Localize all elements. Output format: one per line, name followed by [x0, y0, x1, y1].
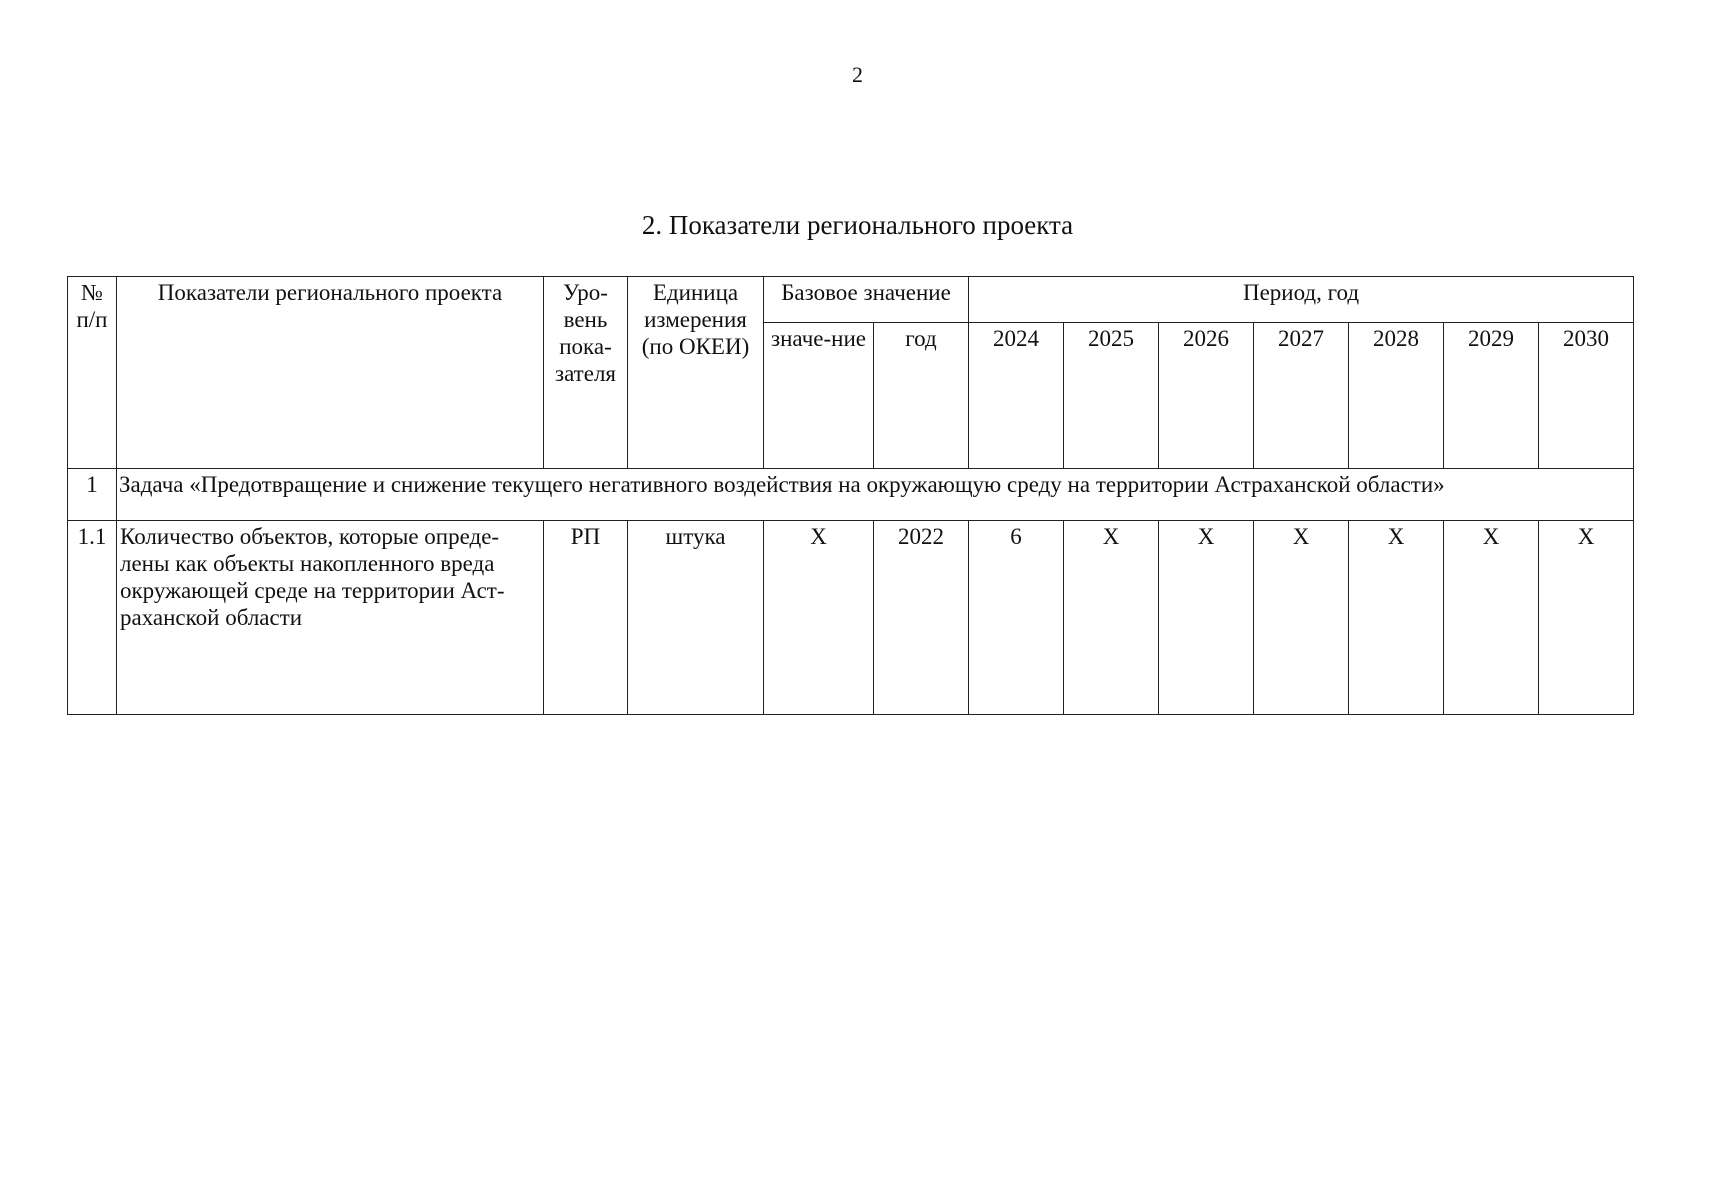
- header-base: Базовое значение: [764, 277, 969, 323]
- header-base-year: год: [874, 323, 969, 469]
- header-year: 2027: [1254, 323, 1349, 469]
- section-title: 2. Показатели регионального проекта: [641, 210, 1074, 240]
- task-row: [68, 469, 1634, 521]
- header-num: № п/п: [68, 277, 117, 469]
- indicator-base-year: 2022: [874, 521, 969, 715]
- indicators-table: [67, 276, 1634, 715]
- indicator-row: [68, 521, 1634, 715]
- header-year: 2026: [1159, 323, 1254, 469]
- indicator-base-value: X: [764, 521, 874, 715]
- header-period: Период, год: [969, 277, 1634, 323]
- indicator-year-value: X: [1444, 521, 1539, 715]
- header-base-value: значе-ние: [764, 323, 874, 469]
- header-level: Уро-вень пока-зателя: [544, 277, 628, 469]
- page-number: 2: [852, 62, 863, 87]
- header-year: 2025: [1064, 323, 1159, 469]
- indicator-year-value: X: [1064, 521, 1159, 715]
- header-year: 2024: [969, 323, 1064, 469]
- task-num: 1: [68, 469, 117, 521]
- indicator-level: РП: [544, 521, 628, 715]
- task-text: Задача «Предотвращение и снижение текущего негативного воздействия на окружающую среду на территории Астраханской области»: [117, 469, 1634, 521]
- indicator-year-value: X: [1159, 521, 1254, 715]
- indicator-num: 1.1: [68, 521, 117, 715]
- indicator-name: Количество объектов, которые опреде-лены как объекты накопленного вреда окружающей среде на территории Аст-раханской области: [117, 521, 544, 715]
- header-year: 2030: [1539, 323, 1634, 469]
- header-unit: Единица измерения (по ОКЕИ): [628, 277, 764, 469]
- indicator-year-value: 6: [969, 521, 1064, 715]
- indicator-unit: штука: [628, 521, 764, 715]
- indicator-year-value: X: [1539, 521, 1634, 715]
- header-indicator: Показатели регионального проекта: [117, 277, 544, 469]
- indicator-year-value: X: [1254, 521, 1349, 715]
- header-year: 2029: [1444, 323, 1539, 469]
- header-row-1: [68, 277, 1634, 323]
- header-year: 2028: [1349, 323, 1444, 469]
- indicator-year-value: X: [1349, 521, 1444, 715]
